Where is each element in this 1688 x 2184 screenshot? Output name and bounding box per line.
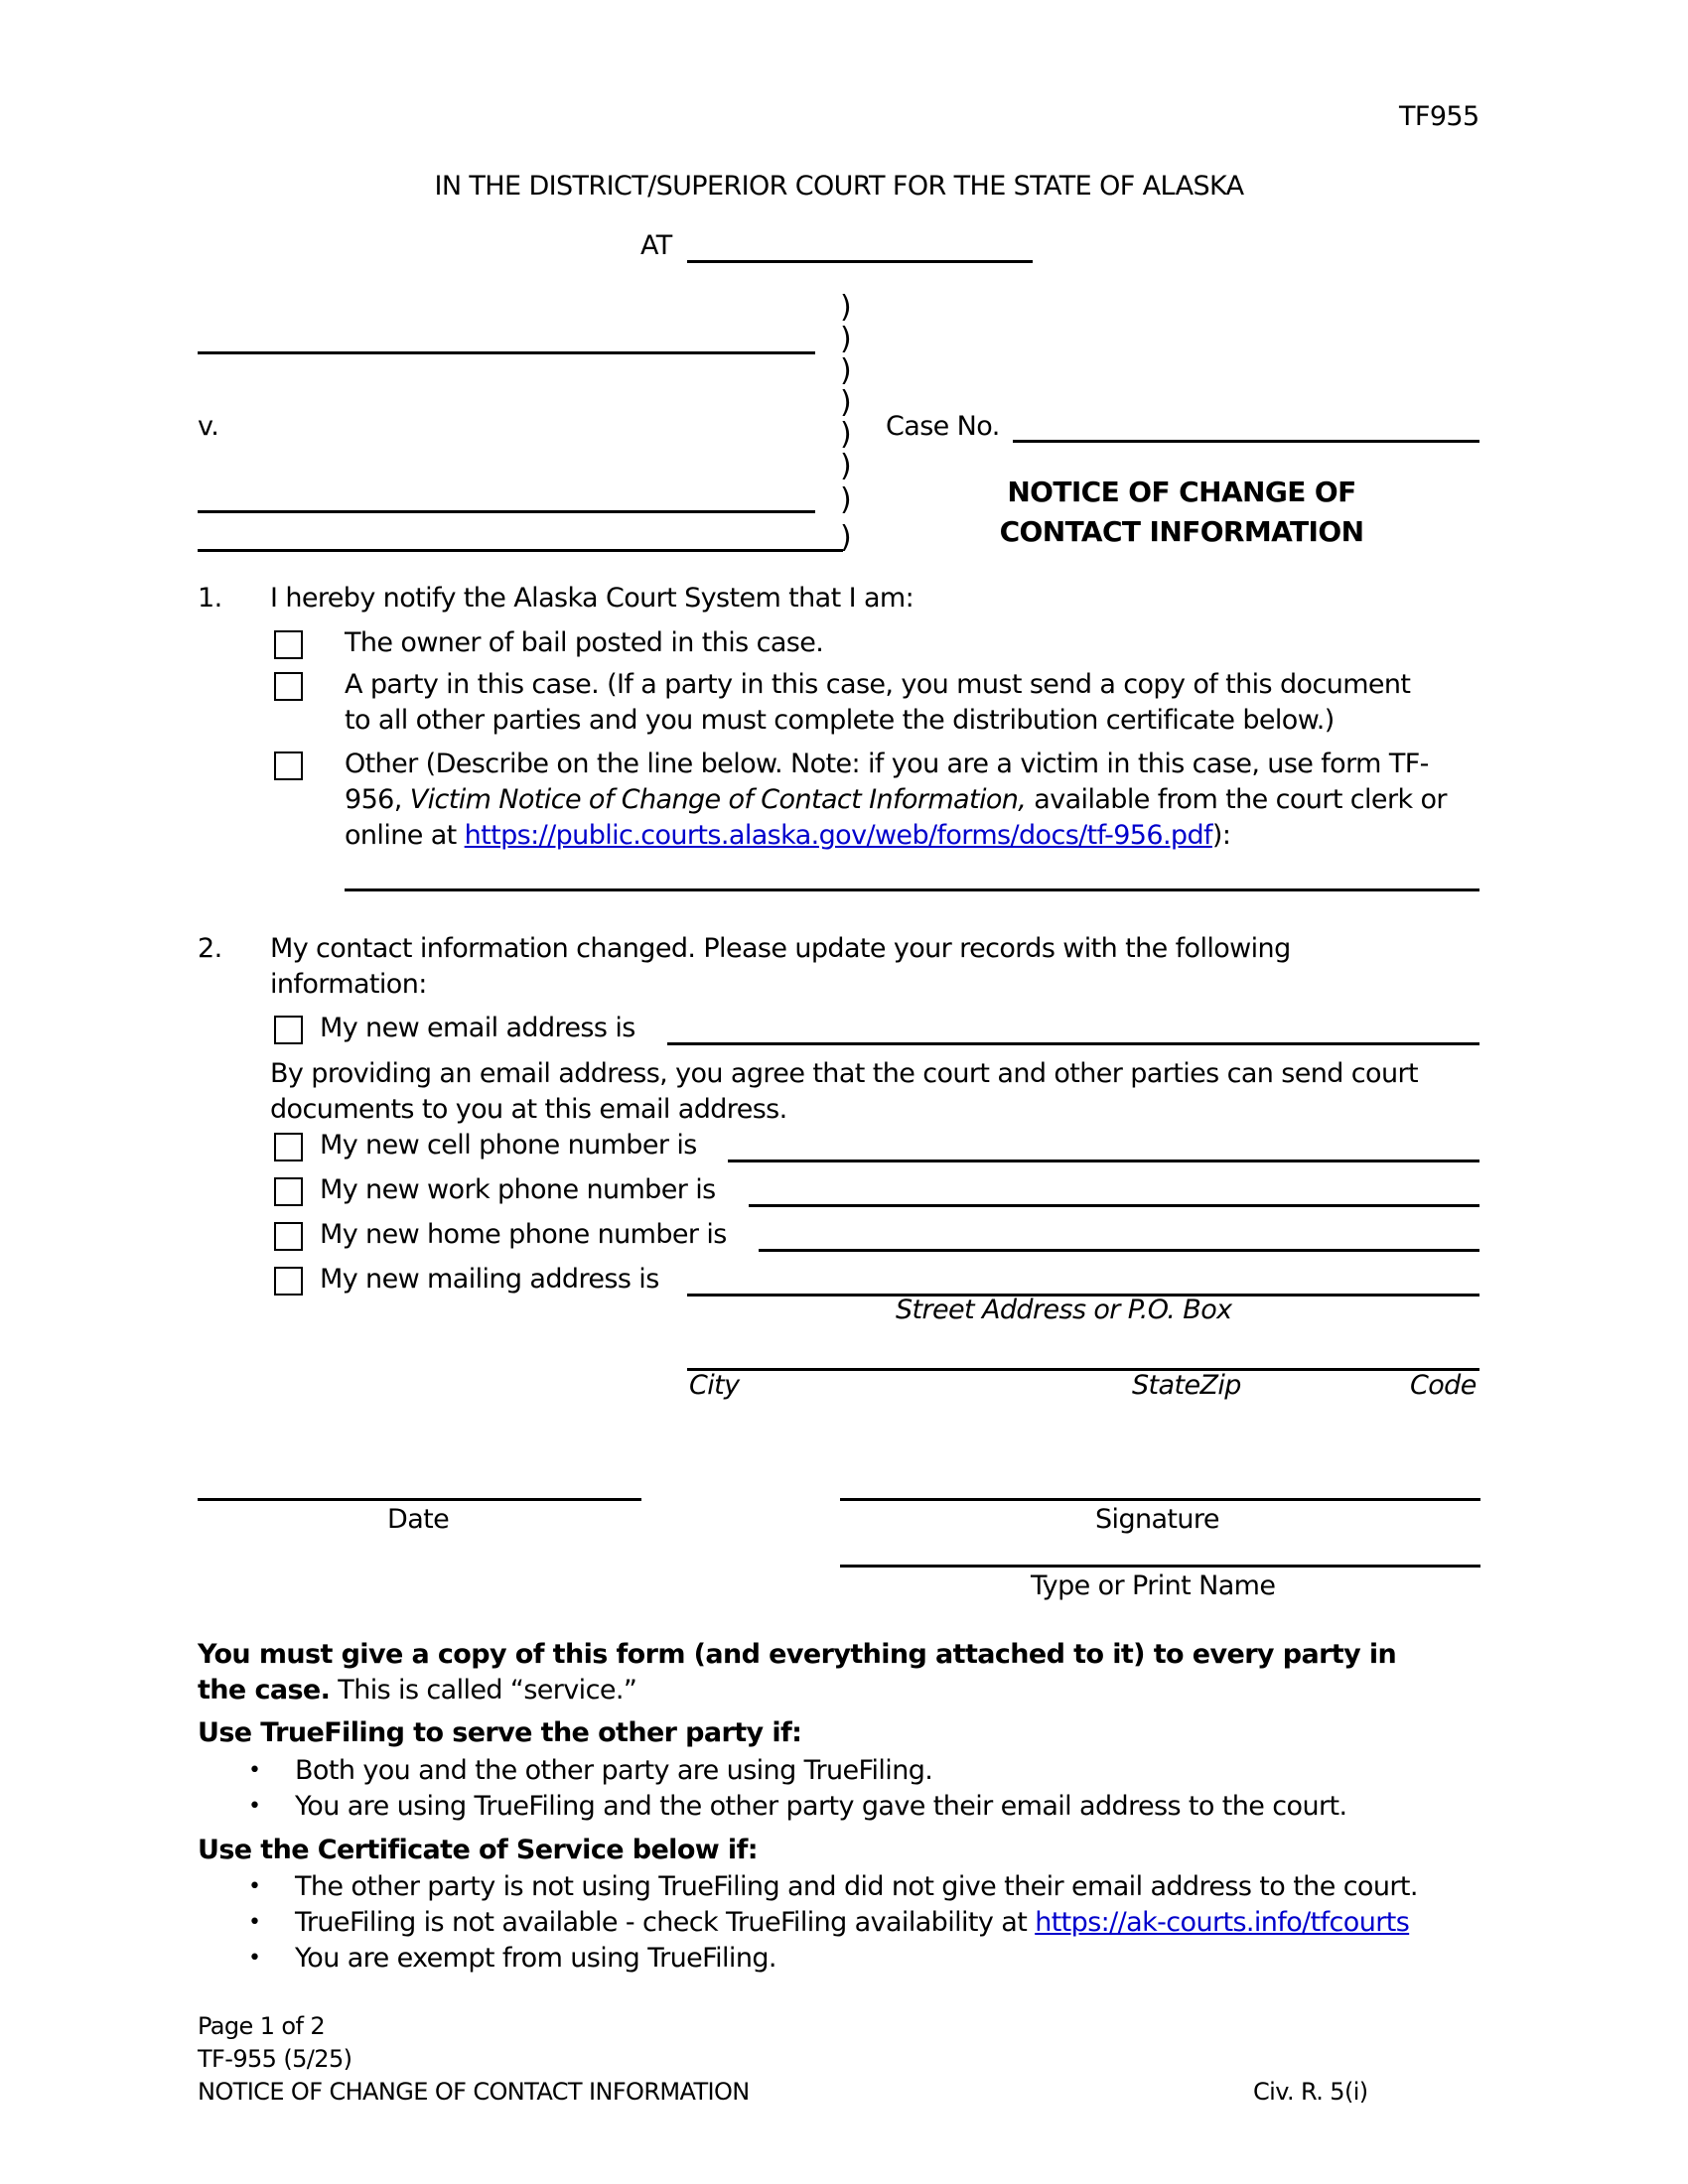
email-checkbox[interactable] [274,1016,303,1044]
signature-line [840,1498,1480,1501]
section2-intro-line1: My contact information changed. Please update your records with the following [270,933,1291,964]
service-notice-rest: This is called “service.” [330,1675,637,1706]
work-phone-input[interactable] [753,1172,1479,1204]
at-location-input[interactable] [691,228,1033,260]
print-name-input[interactable] [844,1533,1479,1565]
court-heading: IN THE DISTRICT/SUPERIOR COURT FOR THE STATE OF ALASKA [434,171,1244,202]
document-title-line1: NOTICE OF CHANGE OF [1007,476,1356,508]
section1-number: 1. [198,583,222,614]
certificate-heading: Use the Certificate of Service below if: [198,1835,758,1865]
party2-input[interactable] [199,478,818,510]
section2-number: 2. [198,933,222,964]
cell-phone-input[interactable] [732,1128,1480,1160]
statezip-caption: StateZip [1132,1370,1241,1401]
certificate-item: You are exempt from using TrueFiling. [295,1943,776,1974]
other-describe-line [345,888,1479,891]
service-notice-line2 [198,1673,636,1708]
party-label-line1: A party in this case. (If a party in this case, you must send a copy of this document [345,669,1411,700]
form-id: TF955 [1399,101,1479,132]
work-phone-label: My new work phone number is [320,1174,716,1205]
party2-line [198,510,815,513]
service-notice-line1: You must give a copy of this form (and everything attached to it) to every party in [198,1639,1397,1670]
case-no-label: Case No. [886,411,1000,442]
case-no-input[interactable] [1017,408,1479,440]
other-checkbox[interactable] [274,751,303,780]
home-phone-checkbox[interactable] [274,1222,303,1251]
truefiling-item: Both you and the other party are using TrueFiling. [295,1755,933,1786]
cell-phone-label: My new cell phone number is [320,1130,697,1160]
bullet-icon: • [248,1910,261,1935]
party2-line2-input[interactable] [199,517,838,549]
work-phone-line [749,1204,1479,1207]
bail-owner-label: The owner of bail posted in this case. [345,627,824,658]
at-label: AT [640,230,672,261]
print-name-label: Type or Print Name [1031,1570,1276,1601]
city-state-zip-line [687,1368,1479,1371]
date-label: Date [387,1504,450,1535]
caption-paren: ) [840,449,852,483]
street-input[interactable] [691,1262,1479,1294]
other-label-prefix: 956, [345,784,410,815]
victim-form-title: Victim Notice of Change of Contact Information, [409,784,1027,815]
party-checkbox[interactable] [274,672,303,701]
bullet-icon: • [248,1874,261,1899]
certificate-item-text: TrueFiling is not available - check TrueFiling availability at [295,1907,1036,1938]
online-at-text: online at [345,820,465,851]
caption-paren: ) [840,322,852,356]
certificate-item [295,1905,1409,1941]
party-label-line2: to all other parties and you must complete the distribution certificate below.) [345,705,1335,736]
mailing-address-checkbox[interactable] [274,1267,303,1296]
footer-form-title: NOTICE OF CHANGE OF CONTACT INFORMATION [198,2078,750,2106]
at-location-line [687,260,1033,263]
bullet-icon: • [248,1758,261,1783]
other-label-line1: Other (Describe on the line below. Note: if you are a victim in this case, use form TF- [345,749,1429,779]
bullet-icon: • [248,1794,261,1819]
link-suffix: ): [1211,820,1231,851]
print-name-line [840,1565,1480,1568]
email-label: My new email address is [320,1013,635,1043]
street-caption: Street Address or P.O. Box [896,1295,1232,1325]
bail-owner-checkbox[interactable] [274,630,303,659]
signature-input[interactable] [844,1466,1479,1498]
caption-paren: ) [840,353,852,388]
cell-phone-line [728,1160,1479,1162]
service-notice-bold: the case. [198,1675,331,1706]
truefiling-item: You are using TrueFiling and the other party gave their email address to the court. [295,1791,1347,1822]
truefiling-heading: Use TrueFiling to serve the other party if: [198,1717,802,1748]
other-label-line3 [345,818,1230,854]
party1-input[interactable] [199,320,818,351]
code-caption: Code [1410,1370,1477,1401]
tf956-link[interactable]: https://public.courts.alaska.gov/web/forms/docs/tf-956.pdf [464,820,1212,851]
cell-phone-checkbox[interactable] [274,1133,303,1161]
city-caption: City [689,1370,740,1401]
caption-paren: ) [840,385,852,420]
party2-line-2 [198,549,843,552]
bullet-icon: • [248,1946,261,1971]
caption-paren: ) [840,417,852,452]
other-label-line2 [345,782,1447,818]
versus-label: v. [198,411,219,442]
footer-page: Page 1 of 2 [198,2012,326,2040]
email-input[interactable] [671,1011,1479,1042]
work-phone-checkbox[interactable] [274,1177,303,1206]
caption-paren: ) [840,290,852,325]
home-phone-input[interactable] [763,1217,1479,1249]
other-label-suffix: available from the court clerk or [1026,784,1447,815]
email-note-line1: By providing an email address, you agree that the court and other parties can send court [270,1058,1418,1089]
date-line [198,1498,641,1501]
section2-intro-line2: information: [270,969,427,1000]
certificate-item: The other party is not using TrueFiling and did not give their email address to the court. [295,1871,1418,1902]
home-phone-label: My new home phone number is [320,1219,727,1250]
section1-intro: I hereby notify the Alaska Court System that I am: [270,583,914,614]
email-line [667,1042,1479,1045]
mailing-address-label: My new mailing address is [320,1264,659,1295]
caption-paren: ) [840,520,852,555]
email-note-line2: documents to you at this email address. [270,1094,787,1125]
city-state-zip-input[interactable] [691,1336,1479,1368]
other-describe-input[interactable] [348,857,1479,888]
tfcourts-link[interactable]: https://ak-courts.info/tfcourts [1035,1907,1410,1938]
footer-rule: Civ. R. 5(i) [1253,2078,1368,2106]
home-phone-line [759,1249,1479,1252]
date-input[interactable] [202,1466,642,1498]
signature-label: Signature [1095,1504,1219,1535]
caption-paren: ) [840,482,852,517]
footer-form-rev: TF-955 (5/25) [198,2045,352,2073]
party1-line [198,351,815,354]
case-no-line [1013,440,1479,443]
document-title-line2: CONTACT INFORMATION [999,515,1364,548]
